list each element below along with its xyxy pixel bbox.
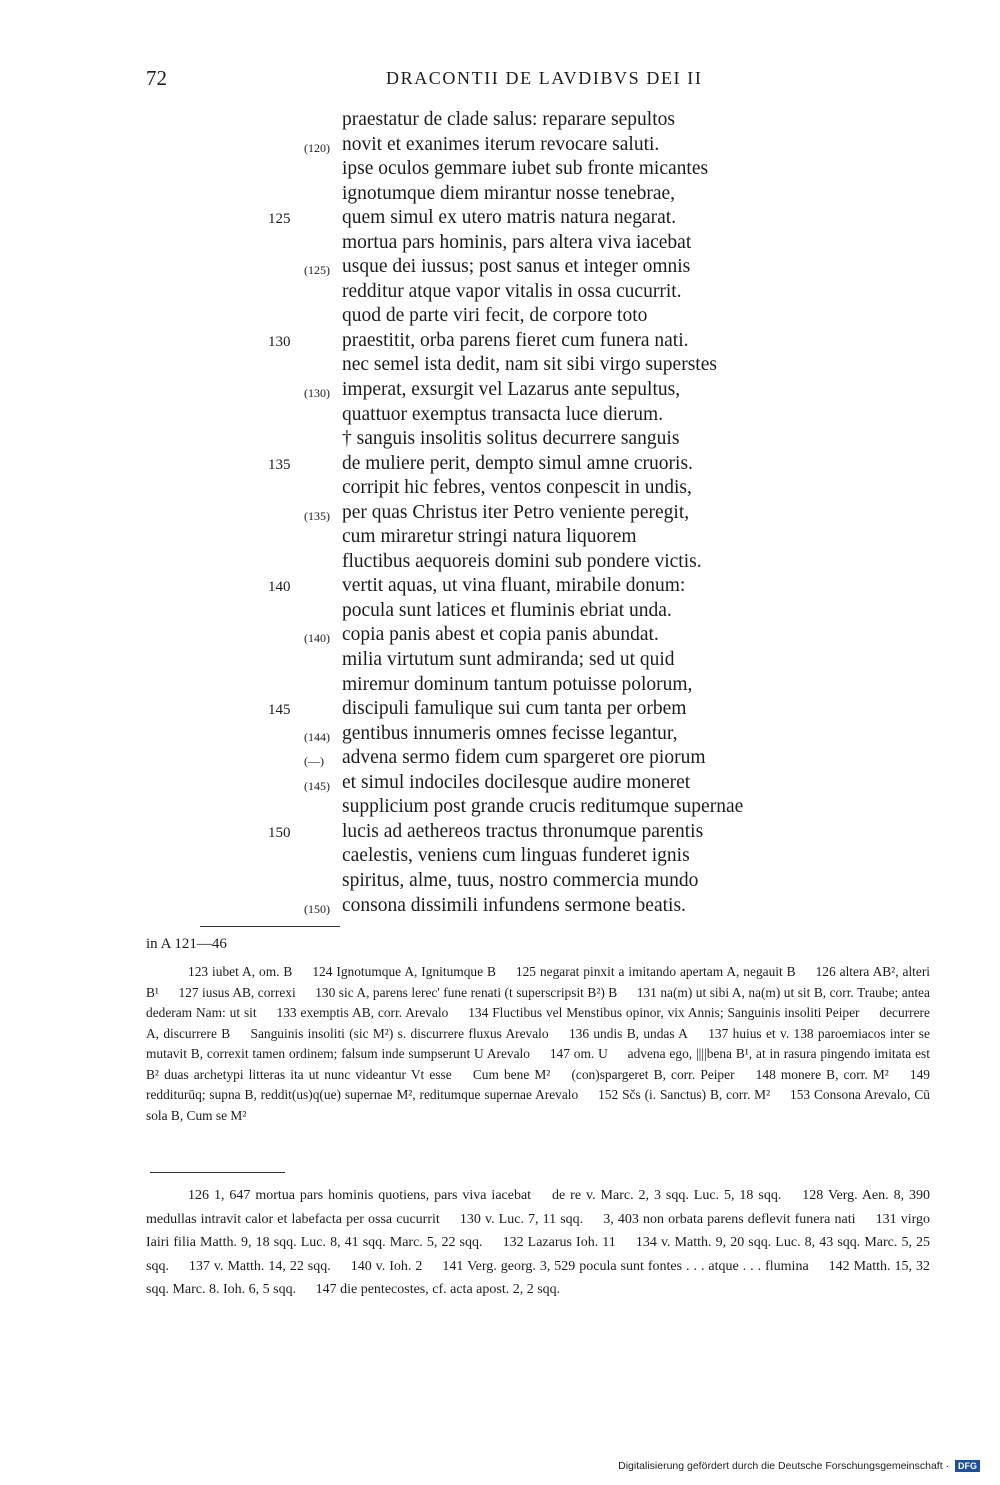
verse-text: advena sermo fidem cum spargeret ore piorum: [342, 747, 706, 769]
verse-line: [0, 378, 1000, 403]
verse-text: ignotumque diem mirantur nosse tenebrae,: [342, 182, 676, 204]
verse-line: [0, 476, 1000, 501]
verse-text: miremur dominum tantum potuisse polorum,: [342, 673, 693, 695]
separator-dash: ·: [945, 1460, 950, 1472]
verse-text: pocula sunt latices et fluminis ebriat unda.: [342, 599, 672, 621]
verse-text: caelestis, veniens cum linguas funderet ignis: [342, 845, 690, 867]
poem-apparatus-divider: [200, 926, 340, 927]
verse-text: gentibus innumeris omnes fecisse legantur,: [342, 722, 678, 744]
verse-line: [0, 844, 1000, 869]
verse-line: [0, 697, 1000, 722]
verse-text: redditur atque vapor vitalis in ossa cucurrit.: [342, 280, 682, 302]
alternate-line-number: (145): [304, 778, 330, 793]
verse-line-number: 140: [268, 579, 291, 596]
verse-text: corripit hic febres, ventos conpescit in undis,: [342, 477, 692, 499]
apparatus-entry: Sanguinis insoliti (sic M²) s. discurrere fluxus Arevalo: [250, 1025, 549, 1041]
verse-text: milia virtutum sunt admiranda; sed ut quid: [342, 649, 675, 671]
apparatus-sources-divider: [150, 1172, 285, 1173]
source-entry: 140 v. Ioh. 2: [350, 1258, 423, 1274]
source-entry: 147 die pentecostes, cf. acta apost. 2, 2 sqq.: [315, 1282, 561, 1297]
apparatus-entry: 126 altera AB², alteri B¹: [146, 964, 931, 1000]
verse-line: [0, 182, 1000, 207]
verse-line: [0, 353, 1000, 378]
alternate-line-number: (—): [304, 754, 324, 769]
verse-text: vertit aquas, ut vina fluant, mirabile donum:: [342, 575, 686, 597]
verse-line: [0, 280, 1000, 305]
verse-text: copia panis abest et copia panis abundat.: [342, 624, 659, 646]
source-entry: 142 Matth. 15, 32 sqq. Marc. 8. Ioh. 6, 5 sqq.: [146, 1258, 930, 1297]
source-entry: 130 v. Luc. 7, 11 sqq.: [459, 1211, 584, 1227]
verse-line: [0, 231, 1000, 256]
verse-line: [0, 206, 1000, 231]
apparatus-entry: 124 Ignotumque A, Ignitumque B: [312, 964, 496, 979]
apparatus-heading: in A 121—46: [146, 936, 227, 952]
verse-line-number: 145: [268, 702, 291, 719]
verse-line-number: 150: [268, 824, 291, 841]
verse-line: [0, 452, 1000, 477]
verse-text: praestatur de clade salus: reparare sepultos: [342, 109, 675, 130]
verse-line: [0, 599, 1000, 624]
apparatus-entry: (con)spargeret B, corr. Peiper: [571, 1066, 735, 1082]
verse-line-number: 135: [268, 456, 291, 473]
verse-line: [0, 133, 1000, 158]
source-entry: 141 Verg. georg. 3, 529 pocula sunt fontes . . . atque . . . flumina: [442, 1258, 809, 1274]
verse-line: [0, 574, 1000, 599]
verse-text: quod de parte viri fecit, de corpore toto: [342, 305, 648, 327]
verse-text: ipse oculos gemmare iubet sub fronte micantes: [342, 158, 709, 180]
verse-text: lucis ad aethereos tractus thronumque parentis: [342, 820, 704, 842]
verse-line: [0, 746, 1000, 771]
apparatus-entry: 131 na(m) ut sibi A, na(m) ut sit B, corr. Traube; antea dederam Nam: ut sit: [146, 984, 930, 1020]
verse-line: [0, 771, 1000, 796]
digitization-credit: [618, 1460, 980, 1472]
source-entry: 128 Verg. Aen. 8, 390 medullas intravit calor et labefacta per ossa cucurrit: [146, 1188, 931, 1227]
apparatus-entry: 130 sic A, parens lerec' fune renati (t superscripsit B²) B: [315, 984, 618, 1000]
verse-line: [0, 403, 1000, 428]
alternate-line-number: (144): [304, 729, 330, 744]
verse-line: [0, 648, 1000, 673]
apparatus-entry: 133 exemptis AB, corr. Arevalo: [276, 1005, 449, 1020]
verse-line: [0, 525, 1000, 550]
verse-line: [0, 108, 1000, 133]
source-entry: de re v. Marc. 2, 3 sqq. Luc. 5, 18 sqq.: [552, 1188, 782, 1203]
verse-line: [0, 157, 1000, 182]
verse-text: et simul indociles docilesque audire moneret: [342, 771, 691, 793]
apparatus-entry: 127 iusus AB, correxi: [178, 984, 296, 1000]
apparatus-entry: decurrere A, discurrere B: [146, 1005, 930, 1041]
apparatus-entry: 147 om. U: [549, 1046, 608, 1061]
verse-line: [0, 501, 1000, 526]
verse-line: [0, 329, 1000, 354]
verse-text: per quas Christus iter Petro veniente peregit,: [342, 501, 690, 523]
verse-line: [0, 673, 1000, 698]
verse-line-number: 130: [268, 333, 291, 350]
alternate-line-number: (140): [304, 631, 330, 646]
credit-text: Digitalisierung gefördert durch die Deutsche Forschungsgemeinschaft: [618, 1460, 943, 1472]
verse-line: [0, 550, 1000, 575]
verse-line: [0, 722, 1000, 747]
apparatus-entry: 123 iubet A, om. B: [188, 964, 293, 979]
alternate-line-number: (135): [304, 508, 330, 523]
verse-text: quattuor exemptus transacta luce dierum.: [342, 403, 664, 425]
source-entry: 132 Lazarus Ioh. 11: [502, 1235, 616, 1250]
page-number: 72: [146, 66, 167, 90]
verse-text: † sanguis insolitis solitus decurrere sanguis: [342, 428, 680, 450]
verse-text: supplicium post grande crucis reditumque supernae: [342, 796, 744, 818]
apparatus-entry: 149 redditurūq; supna B, reddit(us)q(ue) supernae M², reditumque supernae Arevalo: [146, 1066, 930, 1102]
apparatus-entry: 125 negarat pinxit a imitando apertam A, negauit B: [515, 964, 796, 979]
alternate-line-number: (150): [304, 901, 330, 916]
verse-line: [0, 304, 1000, 329]
verse-text: quem simul ex utero matris natura negarat.: [342, 207, 677, 229]
verse-text: nec semel ista dedit, nam sit sibi virgo superstes: [342, 354, 717, 376]
verse-text: praestitit, orba parens fieret cum funera nati.: [342, 329, 689, 351]
verse-text: de muliere perit, dempto simul amne cruoris.: [342, 452, 693, 474]
source-entry: 126 1, 647 mortua pars hominis quotiens, pars viva iacebat: [188, 1188, 532, 1203]
apparatus-entry: 148 monere B, corr. M²: [755, 1066, 889, 1082]
running-title: DRACONTII DE LAVDIBVS DEI II: [386, 68, 703, 88]
apparatus-entry: 134 Fluctibus vel Menstibus opinor, vix Annis; Sanguinis insoliti Peiper: [468, 1005, 860, 1020]
apparatus-entry: Cum bene M²: [472, 1066, 551, 1082]
verse-text: novit et exanimes iterum revocare saluti.: [342, 133, 660, 155]
poem-text: [0, 108, 1000, 918]
apparatus-entry: 152 Sčs (i. Sanctus) B, corr. M²: [598, 1087, 771, 1102]
source-entry: 3, 403 non orbata parens deflevit funera nati: [603, 1211, 856, 1227]
source-entry: 137 v. Matth. 14, 22 sqq.: [188, 1258, 331, 1274]
critical-apparatus: [146, 962, 930, 1126]
verse-text: imperat, exsurgit vel Lazarus ante sepultus,: [342, 379, 681, 401]
verse-line-number: 125: [268, 211, 291, 228]
source-entry: 131 virgo Iairi filia Matth. 9, 18 sqq. Luc. 8, 41 sqq. Marc. 5, 22 sqq.: [146, 1211, 931, 1250]
verse-text: discipuli famulique sui cum tanta per orbem: [342, 698, 687, 720]
dfg-logo: DFG: [955, 1460, 980, 1472]
verse-text: usque dei iussus; post sanus et integer omnis: [342, 256, 691, 278]
verse-line: [0, 820, 1000, 845]
alternate-line-number: (125): [304, 263, 330, 278]
verse-text: fluctibus aequoreis domini sub pondere victis.: [342, 550, 702, 572]
verse-text: mortua pars hominis, pars altera viva iacebat: [342, 231, 692, 253]
verse-text: cum miraretur stringi natura liquorem: [342, 526, 637, 548]
verse-line: [0, 623, 1000, 648]
apparatus-entry: 137 huius et v. 138 paroemiacos inter se mutavit B, correxit tamen ordinem; falsum inde sumpserunt U Arevalo: [146, 1025, 930, 1061]
apparatus-entry: 136 undis B, undas A: [568, 1025, 688, 1041]
verse-line: [0, 795, 1000, 820]
verse-line: [0, 427, 1000, 452]
verse-line: [0, 869, 1000, 894]
alternate-line-number: (120): [304, 140, 330, 155]
verse-text: consona dissimili infundens sermone beatis.: [342, 894, 686, 916]
source-entry: 134 v. Matth. 9, 20 sqq. Luc. 8, 43 sqq. Marc. 5, 25 sqq.: [146, 1235, 931, 1274]
verse-line: [0, 255, 1000, 280]
verse-line: [0, 894, 1000, 919]
verse-text: spiritus, alme, tuus, nostro commercia mundo: [342, 869, 699, 891]
sources-apparatus: [146, 1184, 930, 1302]
alternate-line-number: (130): [304, 386, 330, 401]
apparatus-entry: advena ego, ||||bena B¹, at in rasura pingendo imitata est B² duas archetypi litteras ita ut nunc videantur Vt esse: [146, 1046, 930, 1082]
apparatus-entry: 153 Consona Arevalo, Cū sola B, Cum se M²: [146, 1087, 930, 1123]
